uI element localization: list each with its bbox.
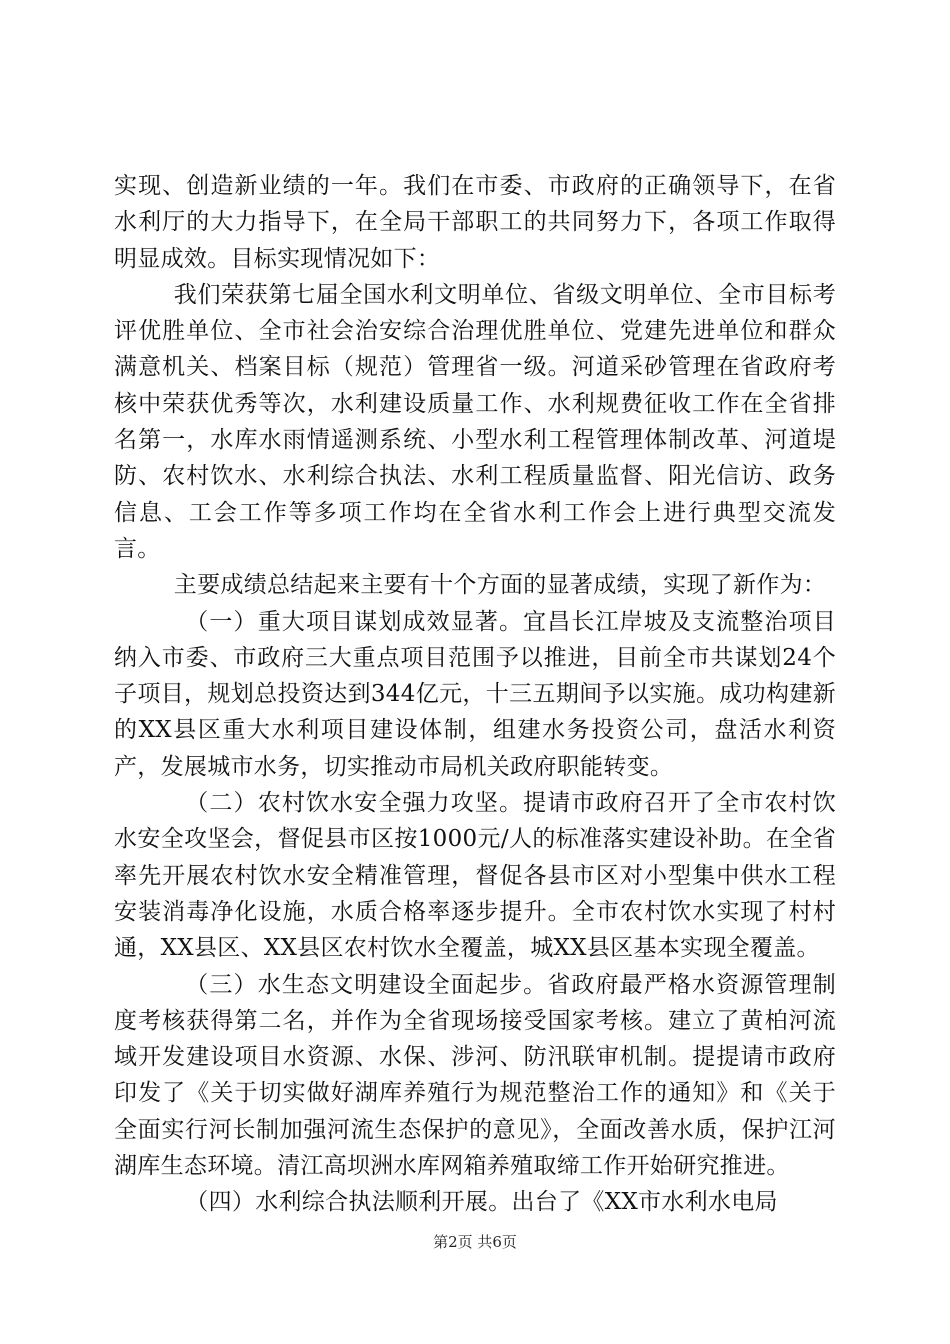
document-body	[114, 168, 836, 1221]
page-footer: 第2页 共6页	[433, 1233, 517, 1251]
paragraph-item-4: （四）水利综合执法顺利开展。出台了《XX市水利水电局	[185, 1189, 778, 1216]
paragraph-item-1: （一）重大项目谋划成效显著。宜昌长江岸坡及支流整治项目纳入市委、市政府三大重点项目范围予以推进，目前全市共谋划24个子项目，规划总投资达到344亿元，十三五期间予以实施。成功构建新的XX县区重大水利项目建设体制，组建水务投资公司，盘活水利资产，发展城市水务，切实推动市局机关政府职能转变。	[114, 608, 836, 780]
paragraph-summary: 主要成绩总结起来主要有十个方面的显著成绩，实现了新作为：	[173, 572, 827, 599]
paragraph-item-2: （二）农村饮水安全强力攻坚。提请市政府召开了全市农村饮水安全攻坚会，督促县市区按1000元/人的标准落实建设补助。在全省率先开展农村饮水安全精准管理，督促各县市区对小型集中供水工程安装消毒净化设施，水质合格率逐步提升。全市农村饮水实现了村村通，XX县区、XX县区农村饮水全覆盖，城XX县区基本实现全覆盖。	[114, 790, 836, 962]
paragraph-intro: 实现、创造新业绩的一年。我们在市委、市政府的正确领导下，在省水利厅的大力指导下，在全局干部职工的共同努力下，各项工作取得明显成效。目标实现情况如下：	[114, 173, 836, 272]
paragraph-item-3: （三）水生态文明建设全面起步。省政府最严格水资源管理制度考核获得第二名，并作为全省现场接受国家考核。建立了黄柏河流域开发建设项目水资源、水保、涉河、防汛联审机制。提提请市政府印发了《关于切实做好湖库养殖行为规范整治工作的通知》和《关于全面实行河长制加强河流生态保护的意见》，全面改善水质，保护江河湖库生态环境。清江高坝洲水库网箱养殖取缔工作开始研究推进。	[114, 971, 836, 1180]
paragraph-honors: 我们荣获第七届全国水利文明单位、省级文明单位、全市目标考评优胜单位、全市社会治安综合治理优胜单位、党建先进单位和群众满意机关、档案目标（规范）管理省一级。河道采砂管理在省政府考核中荣获优秀等次，水利建设质量工作、水利规费征收工作在全省排名第一，水库水雨情遥测系统、小型水利工程管理体制改革、河道堤防、农村饮水、水利综合执法、水利工程质量监督、阳光信访、政务信息、工会工作等多项工作均在全省水利工作会上进行典型交流发言。	[114, 281, 836, 562]
